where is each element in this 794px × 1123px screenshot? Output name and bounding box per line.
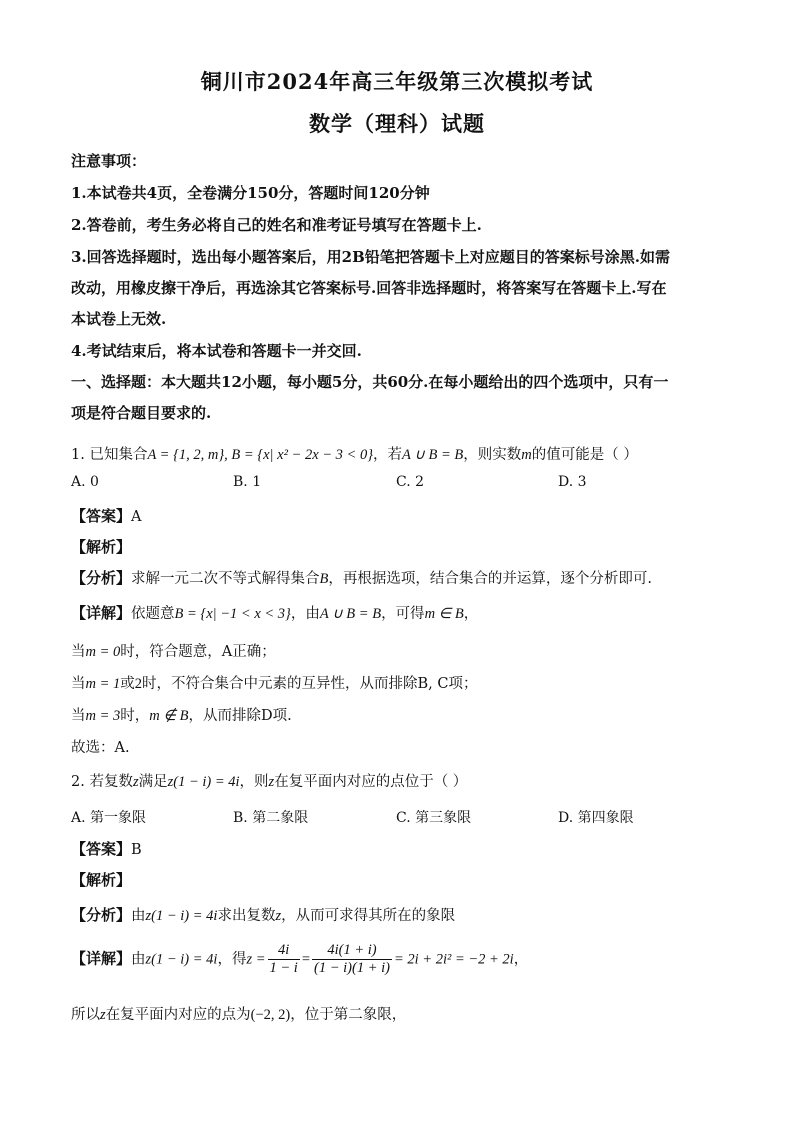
q2-option-b: B. 第二象限 bbox=[233, 810, 309, 826]
q1-option-a: A. 0 bbox=[71, 474, 99, 490]
q1-xiangjie bbox=[71, 602, 478, 623]
q1-case-3 bbox=[71, 704, 292, 725]
q1-union-expr: A ∪ B = B bbox=[402, 447, 464, 463]
exam-subtitle: 数学（理科）试题 bbox=[309, 111, 485, 136]
q1-c3-text-c: ，从而排除D项. bbox=[188, 708, 292, 724]
q1-fenxi-label: 【分析】 bbox=[71, 569, 132, 587]
q1-xj-text-d: ， bbox=[463, 606, 479, 622]
q2-last-text-b: 在复平面内对应的点为 bbox=[105, 1007, 251, 1023]
q2-suffix: 在复平面内对应的点位于（ ） bbox=[274, 774, 468, 790]
q1-xj-text-a: 依题意 bbox=[131, 606, 175, 622]
q2-xj-eq: z(1 − i) = 4i bbox=[145, 951, 218, 968]
notice-heading: 注意事项： bbox=[71, 152, 147, 170]
q2-stem bbox=[71, 770, 467, 791]
q2-option-d: D. 第四象限 bbox=[558, 810, 634, 826]
q1-stem bbox=[71, 443, 638, 464]
notice-item-3-line-2: 改动，用橡皮擦干净后，再选涂其它答案标号.回答非选择题时，将答案写在答题卡上.写在 bbox=[71, 279, 667, 297]
q1-option-c: C. 2 bbox=[396, 474, 425, 490]
q2-var-z: z bbox=[132, 774, 139, 790]
q2-analysis-label: 【解析】 bbox=[71, 871, 132, 889]
notice-item-2: 2.答卷前，考生务必将自己的姓名和准考证号填写在答题卡上. bbox=[71, 216, 482, 234]
q2-equation: z(1 − i) = 4i bbox=[167, 774, 240, 790]
q1-analysis-label: 【解析】 bbox=[71, 538, 132, 556]
q2-option-c: C. 第三象限 bbox=[396, 810, 472, 826]
exam-title: 铜川市2024年高三年级第三次模拟考试 bbox=[200, 69, 594, 94]
notice-item-3-line-1: 3.回答选择题时，选出每小题答案后，用2B铅笔把答题卡上对应题目的答案标号涂黑.如需 bbox=[71, 248, 671, 266]
q1-xj-expr-1: B = {x| −1 < x < 3} bbox=[174, 606, 291, 622]
q2-fenxi-text-b: 求出复数 bbox=[217, 908, 276, 924]
q2-xj-tail: = 2i + 2i² = −2 + 2i bbox=[393, 951, 514, 968]
q2-xiangjie-label: 【详解】 bbox=[71, 949, 132, 968]
q2-fenxi-text-a: 由 bbox=[131, 908, 146, 924]
q1-fenxi-text-a: 求解一元二次不等式解得集合 bbox=[131, 571, 320, 587]
q1-answer-value: A bbox=[131, 509, 142, 525]
q2-last-line bbox=[71, 1003, 406, 1024]
q2-xj-text-a: 由 bbox=[131, 951, 146, 968]
q1-xj-text-b: ，由 bbox=[290, 606, 320, 622]
q1-c2-text-b: 或 bbox=[120, 676, 135, 692]
q2-fraction-1 bbox=[268, 942, 300, 977]
q2-var-z-2: z bbox=[268, 774, 275, 790]
q1-xj-expr-2: A ∪ B = B bbox=[319, 606, 382, 622]
q1-c2-expr-1: m = 1 bbox=[85, 676, 121, 692]
q1-mid2: ，则实数 bbox=[463, 447, 522, 463]
q2-fenxi-z: z bbox=[275, 908, 282, 924]
q1-c1-text-a: 当 bbox=[71, 644, 86, 660]
section-heading-line-2: 项是符合题目要求的. bbox=[71, 404, 212, 422]
q2-xiangjie bbox=[71, 942, 528, 977]
q1-fenxi-set: B bbox=[319, 571, 329, 587]
q1-c1-text-b: 时，符合题意，A正确； bbox=[120, 644, 276, 660]
q2-answer-label: 【答案】 bbox=[71, 840, 132, 858]
q1-prefix: 1. 已知集合 bbox=[71, 447, 148, 463]
q2-fenxi-label: 【分析】 bbox=[71, 906, 132, 924]
q2-mid1: 满足 bbox=[138, 774, 168, 790]
q2-last-text-a: 所以 bbox=[71, 1007, 100, 1023]
q2-fenxi-eq: z(1 − i) = 4i bbox=[145, 908, 218, 924]
q2-xj-zeq: z = bbox=[246, 951, 266, 968]
q2-last-text-c: ，位于第二象限， bbox=[290, 1007, 407, 1023]
notice-item-1: 1.本试卷共4页，全卷满分150分，答题时间120分钟 bbox=[71, 184, 430, 202]
q2-option-a: A. 第一象限 bbox=[71, 810, 147, 826]
notice-item-3-line-3: 本试卷上无效. bbox=[71, 310, 167, 328]
q2-fenxi bbox=[71, 904, 455, 925]
q1-sets-expr: A = {1, 2, m}, B = {x| x² − 2x − 3 < 0} bbox=[147, 447, 374, 463]
section-heading-line-1: 一、选择题：本大题共12小题，每小题5分，共60分.在每小题给出的四个选项中，只有一 bbox=[71, 373, 669, 391]
q2-last-z: z bbox=[100, 1007, 106, 1023]
q1-answer bbox=[71, 505, 142, 526]
q2-fenxi-text-c: ，从而可求得其所在的象限 bbox=[281, 908, 456, 924]
q2-xj-text-b: ，得 bbox=[217, 951, 247, 968]
q1-fenxi bbox=[71, 567, 652, 588]
q1-c3-text-a: 当 bbox=[71, 708, 86, 724]
q1-case-2 bbox=[71, 672, 477, 693]
q1-xj-text-c: ，可得 bbox=[381, 606, 425, 622]
q1-c1-expr: m = 0 bbox=[85, 644, 121, 660]
q1-c2-text-a: 当 bbox=[71, 676, 86, 692]
q1-c3-text-b: 时， bbox=[120, 708, 150, 724]
q2-mid2: ，则 bbox=[239, 774, 269, 790]
q1-fenxi-text-b: ，再根据选项，结合集合的并运算，逐个分析即可. bbox=[328, 571, 652, 587]
q2-prefix: 2. 若复数 bbox=[71, 774, 133, 790]
q1-xiangjie-label: 【详解】 bbox=[71, 604, 132, 622]
q1-answer-label: 【答案】 bbox=[71, 507, 132, 525]
q2-fraction-1-den: 1 − i bbox=[269, 960, 298, 976]
q1-c2-expr-2: 2 bbox=[134, 676, 143, 692]
q1-suffix: 的值可能是（ ） bbox=[531, 447, 638, 463]
q1-option-b: B. 1 bbox=[233, 474, 262, 490]
q2-last-point: (−2, 2) bbox=[250, 1007, 291, 1023]
q1-mid: ，若 bbox=[373, 447, 403, 463]
q2-fraction-2-den: (1 − i)(1 + i) bbox=[314, 960, 390, 976]
q1-xj-expr-3: m ∈ B bbox=[424, 606, 464, 622]
q2-xj-eq-sign: = bbox=[301, 951, 311, 968]
q1-option-d: D. 3 bbox=[558, 474, 587, 490]
q1-c3-expr-2: m ∉ B bbox=[149, 708, 189, 724]
q2-answer bbox=[71, 838, 142, 859]
q1-conclusion: 故选：A. bbox=[71, 740, 130, 756]
q1-case-1 bbox=[71, 640, 276, 661]
q1-c3-expr-1: m = 3 bbox=[85, 708, 121, 724]
notice-item-4: 4.考试结束后，将本试卷和答题卡一并交回. bbox=[71, 342, 362, 360]
q1-var: m bbox=[521, 447, 532, 463]
q2-fraction-2-num: 4i(1 + i) bbox=[312, 942, 392, 960]
q2-xj-end: ， bbox=[513, 951, 529, 968]
q2-fraction-2 bbox=[312, 942, 392, 977]
q1-c2-text-c: 时，不符合集合中元素的互异性，从而排除B, C项； bbox=[142, 676, 478, 692]
q2-answer-value: B bbox=[131, 842, 142, 858]
q2-fraction-1-num: 4i bbox=[268, 942, 300, 960]
